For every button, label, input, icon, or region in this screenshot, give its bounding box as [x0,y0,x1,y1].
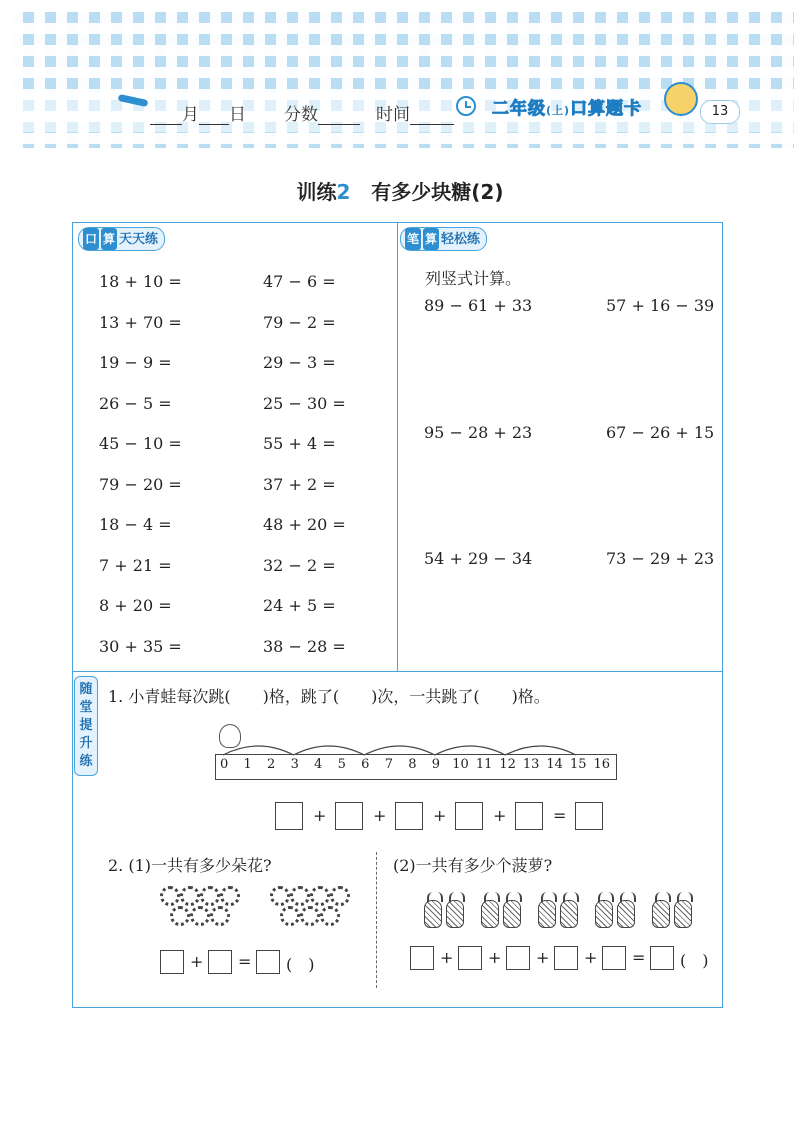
flower-icon [180,886,200,906]
operator-symbol: + [488,948,502,967]
ruler-tick-label: 5 [337,757,346,772]
answer-box[interactable] [208,950,232,974]
operator-symbol: + [493,806,507,825]
oral-equation: 55 + 4 = [263,434,336,453]
oral-equation: 8 + 20 = [99,596,172,615]
ruler-tick-label: 3 [290,757,299,772]
answer-box[interactable] [458,946,482,970]
answer-box[interactable] [506,946,530,970]
oral-equation: 18 + 10 = [99,272,182,291]
operator-symbol: = [238,952,252,971]
mascot-icon [664,82,698,116]
flower-icon [290,886,310,906]
pineapple-icon [481,900,499,928]
ruler-tick-label: 14 [546,757,563,772]
pineapple-icon [617,900,635,928]
answer-box[interactable] [554,946,578,970]
operator-symbol: = [553,806,567,825]
ruler-tick-label: 16 [593,757,611,772]
written-problem: 89 − 61 + 33 [424,296,533,315]
oral-equation: 18 − 4 = [99,515,172,534]
operator-symbol: + [536,948,550,967]
oral-equation: 79 − 2 = [263,312,336,332]
answer-box[interactable] [335,802,363,830]
oral-equation: 26 − 5 = [99,393,172,413]
flowers-picture [160,886,360,936]
clock-icon [456,96,476,116]
ruler-tick-label: 7 [384,757,393,772]
answer-box[interactable] [602,946,626,970]
oral-practice-tag: 口 算 天天练 [78,227,165,251]
oral-equation: 47 − 6 = [263,272,336,291]
answer-box[interactable] [650,946,674,970]
operator-symbol: + [440,948,454,967]
flower-icon [170,906,190,926]
ruler-tick-label: 13 [522,757,540,772]
pineapple-icon [503,900,521,928]
operator-symbol: + [433,806,447,825]
written-problem: 73 − 29 + 23 [606,549,715,568]
brand-logo: 二年级(上)口算题卡 [492,99,643,119]
ruler-tick-label: 12 [499,757,516,772]
ruler-tick-label: 1 [243,757,252,772]
flower-icon [280,906,300,926]
ruler-tick-label: 10 [452,757,469,772]
pineapple-icon [652,900,670,928]
ruler-tick-label: 11 [475,757,493,772]
answer-box[interactable] [515,802,543,830]
answer-box[interactable] [575,802,603,830]
answer-box[interactable] [395,802,423,830]
oral-equation: 19 − 9 = [99,353,172,372]
oral-equation: 37 + 2 = [263,474,336,494]
vertical-tag-char: 提 [79,718,93,733]
ruler-tick-label: 9 [431,757,441,772]
vertical-tag-char: 堂 [79,700,93,715]
operator-symbol: + [584,948,598,967]
written-problem: 95 − 28 + 23 [424,423,533,442]
practice-vertical-tag [74,676,98,776]
oral-equation: 48 + 20 = [263,515,346,534]
question-2a: 2. (1)一共有多少朵花? [108,856,272,875]
flower-icon [310,886,330,906]
flower-icon [320,906,340,926]
question-1: 1. 小青蛙每次跳( )格，跳了( )次，一共跳了( )格。 [108,687,550,706]
flower-icon [200,886,220,906]
pineapple-icon [424,900,442,928]
answer-box[interactable] [160,950,184,974]
oral-equation: 30 + 35 = [99,636,182,656]
oral-equation: 24 + 5 = [263,596,336,615]
operator-symbol: + [373,806,387,825]
pineapple-icon [538,900,556,928]
ruler-tick-label: 2 [267,757,276,772]
written-problem: 57 + 16 − 39 [606,296,715,315]
written-problem: 67 − 26 + 15 [606,423,715,442]
flower-icon [190,906,210,926]
oral-equation: 29 − 3 = [263,353,336,372]
flower-icon [270,886,290,906]
dashed-divider [376,852,377,988]
time-field: 时间 [376,100,454,125]
oral-equation: 45 − 10 = [99,434,182,453]
flower-icon [300,906,320,926]
operator-symbol: ( ) [680,951,709,970]
column-divider [397,222,398,671]
oral-equation: 38 − 28 = [263,636,346,656]
written-instruction: 列竖式计算。 [425,269,522,288]
answer-box[interactable] [410,946,434,970]
oral-equation: 25 − 30 = [263,393,346,413]
pineapple-icon [446,900,464,928]
ruler-tick-label: 6 [361,757,370,772]
answer-box[interactable] [275,802,303,830]
vertical-tag-char: 升 [79,736,93,751]
ruler-tick-label: 0 [220,757,229,772]
oral-equation: 79 − 20 = [99,474,182,494]
section-divider [72,671,723,672]
operator-symbol: + [313,806,327,825]
pineapple-icon [595,900,613,928]
flower-icon [160,886,180,906]
ruler-tick-label: 4 [314,757,323,772]
operator-symbol: + [190,952,204,971]
answer-box[interactable] [256,950,280,974]
page-number: 13 [700,100,740,124]
flower-icon [220,886,240,906]
operator-symbol: = [632,948,646,967]
ruler-tick-label: 15 [569,757,587,772]
operator-symbol: ( ) [286,955,315,974]
vertical-tag-char: 随 [79,682,93,697]
ruler-ticks [215,757,615,779]
pineapple-icon [674,900,692,928]
oral-equation: 32 − 2 = [263,555,336,575]
question-2b: (2)一共有多少个菠萝? [393,856,553,875]
answer-box[interactable] [455,802,483,830]
written-problem: 54 + 29 − 34 [424,549,533,568]
oral-equation: 13 + 70 = [99,312,182,332]
pineapples-picture [424,892,704,932]
date-field: 月 日 [150,100,246,125]
flower-icon [330,886,350,906]
flower-icon [210,906,230,926]
ruler-tick-label: 8 [408,757,417,772]
page-title: 训练2 有多少块糖(2) [296,180,504,204]
vertical-tag-char: 练 [79,754,93,769]
oral-equation: 7 + 21 = [99,555,172,575]
score-field: 分数 [284,100,360,125]
written-practice-tag: 笔 算 轻松练 [400,227,487,251]
pineapple-icon [560,900,578,928]
